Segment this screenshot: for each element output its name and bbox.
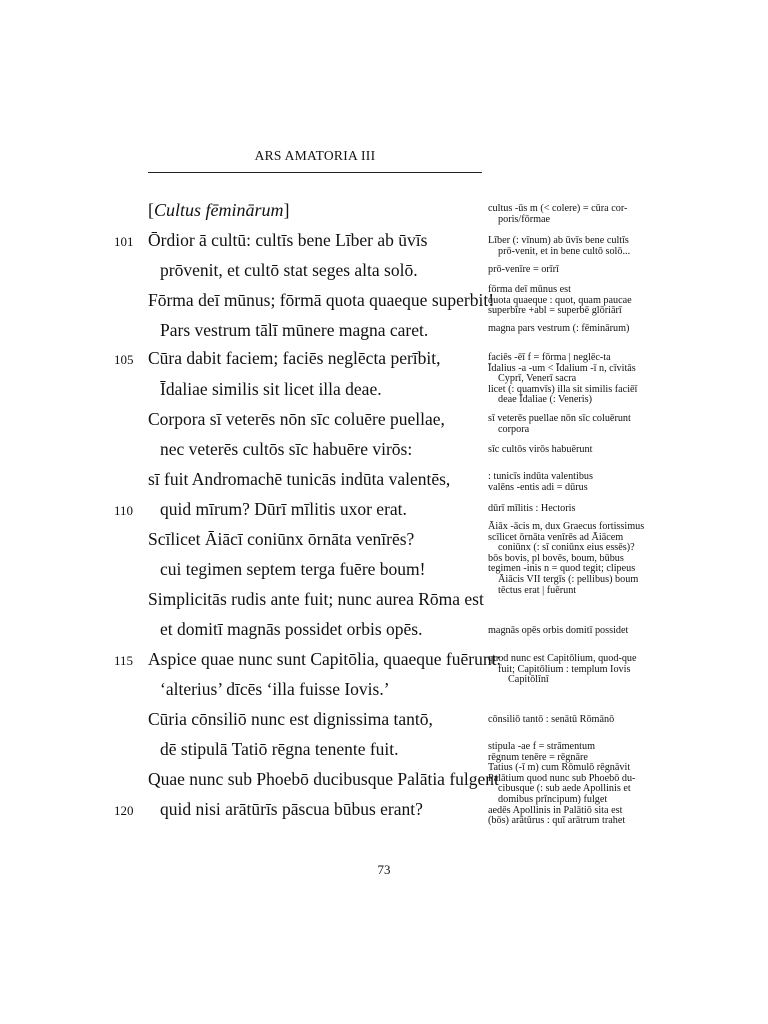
verse-line: prōvenit, et cultō stat seges alta solō. bbox=[160, 260, 418, 280]
note-line: stipula -ae f = strāmentum bbox=[488, 741, 596, 752]
section-title-text: Cultus fēminārum bbox=[154, 200, 284, 220]
line-number: 105 bbox=[114, 352, 134, 367]
verse-line: Aspice quae nunc sunt Capitōlia, quaeque fuērunt: bbox=[148, 649, 502, 669]
margin-note bbox=[488, 654, 656, 686]
verse-line: quid nisi arātūrīs pāscua būbus erant? bbox=[160, 799, 423, 819]
verse-line: Quae nunc sub Phoebō ducibusque Palātia fulgent bbox=[148, 769, 499, 789]
verse-line: Cūra dabit faciem; faciēs neglēcta perībit, bbox=[148, 348, 441, 368]
verse-line: Scīlicet Āiācī coniūnx ōrnāta venīrēs? bbox=[148, 529, 415, 549]
margin-note bbox=[488, 472, 656, 493]
margin-note bbox=[488, 715, 656, 726]
verse-line: dē stipulā Tatiō rēgna tenente fuit. bbox=[160, 739, 399, 759]
margin-note bbox=[488, 353, 656, 406]
margin-note bbox=[488, 742, 656, 827]
note-line: sīc cultōs virōs habuērunt bbox=[488, 444, 593, 455]
note-line: magnās opēs orbis domitī possidet bbox=[488, 625, 629, 636]
note-line: licet (: quamvīs) illa sit similis faciēī bbox=[488, 383, 638, 395]
note-line: scīlicet ōrnāta venīrēs ad Āiācem bbox=[488, 531, 624, 543]
note-line: Palātium quod nunc sub Phoebō du- bbox=[488, 772, 636, 784]
note-line: domibus prīncipum) fulget bbox=[498, 793, 608, 805]
verse-line: Cūria cōnsiliō nunc est dignissima tantō, bbox=[148, 709, 433, 729]
note-line: dūrī mīlitis : Hectoris bbox=[488, 503, 576, 514]
verse-line: Īdaliae similis sit licet illa deae. bbox=[160, 379, 382, 399]
verse-line: Pars vestrum tālī mūnere magna caret. bbox=[160, 320, 429, 340]
verse-line: quid mīrum? Dūrī mīlitis uxor erat. bbox=[160, 499, 407, 519]
note-line: deae Īdaliae (: Veneris) bbox=[498, 394, 592, 406]
note-line: Cyprī, Venerī sacra bbox=[498, 373, 577, 385]
section-title: [Cultus fēminārum] bbox=[148, 200, 290, 220]
verse-line: sī fuit Andromachē tunicās indūta valentēs, bbox=[148, 469, 451, 489]
margin-note bbox=[488, 414, 656, 435]
verse-line: Corpora sī veterēs nōn sīc coluēre puellae, bbox=[148, 409, 445, 429]
note-line: quod nunc est Capitōlium, quod-que bbox=[488, 653, 637, 664]
note-line: Līber (: vīnum) ab ūvīs bene cultīs bbox=[488, 235, 629, 246]
margin-note bbox=[488, 285, 656, 317]
note-line: cōnsiliō tantō : senātū Rōmānō bbox=[488, 714, 615, 725]
note-line: bōs bovis, pl bovēs, boum, būbus bbox=[488, 552, 624, 564]
margin-note bbox=[488, 204, 656, 225]
note-line: prō-venit, et in bene cultō solō... bbox=[498, 245, 631, 257]
note-line: superbīre +abl = superbē glōriārī bbox=[488, 305, 622, 317]
note-line: cultus -ūs m (< colere) = cūra cor- bbox=[488, 203, 628, 214]
verse-line: ‘alterius’ dīcēs ‘illa fuisse Iovis.’ bbox=[160, 679, 390, 699]
note-line: poris/fōrmae bbox=[498, 213, 551, 225]
margin-note bbox=[488, 626, 656, 637]
note-line: prō-venīre = orīrī bbox=[488, 264, 559, 275]
note-line: Tatius (-ī m) cum Rōmulō rēgnāvit bbox=[488, 762, 631, 774]
note-line: Īdalius -a -um < Īdalium -ī n, cīvitās bbox=[488, 362, 636, 374]
note-line: faciēs -ēī f = fōrma | neglēc-ta bbox=[488, 352, 611, 363]
note-line: corpora bbox=[498, 423, 530, 435]
verse-line: nec veterēs cultōs sīc habuēre virōs: bbox=[160, 439, 413, 459]
line-number: 120 bbox=[114, 803, 134, 818]
margin-note bbox=[488, 324, 656, 335]
margin-note bbox=[488, 265, 656, 276]
note-line: : tunicīs indūta valentibus bbox=[488, 471, 593, 482]
verse-line: Ōrdior ā cultū: cultīs bene Līber ab ūvīs bbox=[148, 230, 428, 250]
note-line: Capitōlīnī bbox=[508, 674, 549, 686]
line-number: 115 bbox=[114, 653, 134, 668]
note-line: fōrma deī mūnus est bbox=[488, 284, 571, 295]
note-line: sī veterēs puellae nōn sīc coluērunt bbox=[488, 413, 631, 424]
note-line: (bōs) arātūrus : quī arātrum trahet bbox=[488, 815, 626, 827]
note-line: aedēs Apollinis in Palātiō sita est bbox=[488, 804, 623, 816]
note-line: coniūnx (: sī coniūnx eius essēs)? bbox=[498, 542, 635, 554]
note-line: quota quaeque : quot, quam paucae bbox=[488, 294, 632, 306]
margin-note bbox=[488, 504, 656, 515]
header-rule bbox=[148, 172, 482, 173]
note-line: Āiācis VII tergīs (: pellibus) boum bbox=[498, 573, 639, 585]
margin-note bbox=[488, 236, 656, 257]
note-line: magna pars vestrum (: fēminārum) bbox=[488, 323, 630, 334]
note-line: tēctus erat | fuērunt bbox=[498, 584, 577, 596]
line-number: 101 bbox=[114, 234, 134, 249]
note-line: rēgnum tenēre = rēgnāre bbox=[488, 751, 588, 763]
note-line: fuit; Capitōlium : templum Iovis bbox=[498, 663, 631, 675]
line-number: 110 bbox=[114, 503, 134, 518]
note-line: cibusque (: sub aede Apollinis et bbox=[498, 783, 631, 795]
note-line: Āiāx -ācis m, dux Graecus fortissimus bbox=[488, 521, 645, 532]
verse-line: Fōrma deī mūnus; fōrmā quota quaeque superbit! bbox=[148, 290, 495, 310]
verse-line: et domitī magnās possidet orbis opēs. bbox=[160, 619, 423, 639]
verse-line: Simplicitās rudis ante fuit; nunc aurea Rōma est bbox=[148, 589, 484, 609]
running-head: ARS AMATORIA III bbox=[254, 148, 376, 163]
note-line: tegimen -inis n = quod tegit; clipeus bbox=[488, 563, 636, 575]
note-line: valēns -entis adi = dūrus bbox=[488, 481, 588, 493]
page-number: 73 bbox=[377, 862, 391, 877]
margin-note bbox=[488, 445, 656, 456]
verse-line: cui tegimen septem terga fuēre boum! bbox=[160, 559, 426, 579]
margin-note bbox=[488, 522, 656, 596]
